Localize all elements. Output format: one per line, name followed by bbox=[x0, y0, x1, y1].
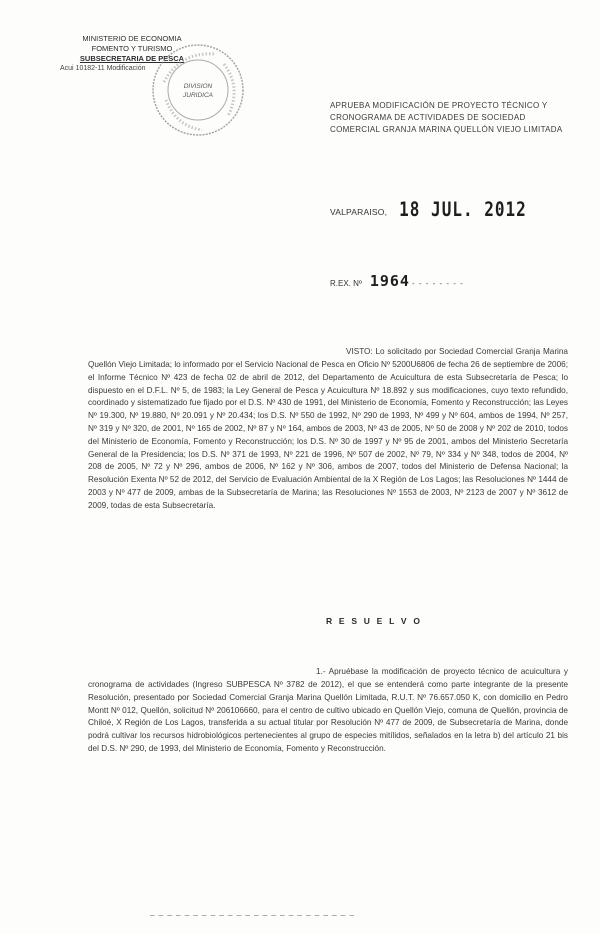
date-line bbox=[330, 200, 527, 219]
resuelvo-heading: R E S U E L V O bbox=[326, 616, 423, 626]
reference-code: Acui 10182-11 Modificación bbox=[60, 65, 146, 72]
place-label: VALPARAISO, bbox=[330, 207, 388, 217]
resolution-number-line bbox=[330, 272, 464, 290]
rex-label: R.EX. Nº bbox=[330, 279, 362, 288]
seal-text-line-2: JURIDICA bbox=[183, 92, 213, 99]
rex-dashes: - - - - - - - - bbox=[411, 279, 464, 288]
ministry-line-1: MINISTERIO DE ECONOMIA bbox=[82, 34, 182, 43]
date-stamp: 18 JUL. 2012 bbox=[399, 198, 527, 221]
resolution-item-1: 1.- Apruébase la modificación de proyecto técnico de acuicultura y cronograma de actividades (Ingreso SUBPESCA Nº 3782 de 2012), el que se entenderá como parte integrante de la presente Resolución, presentado por Sociedad Comercial Granja Marina Quellón Limitada, R.U.T. Nº 76.657.050 K, con domicilio en Pedro Montt Nº 012, Quellón, solicitud Nº 206106660, para el centro de cultivo ubicado en Quellón Viejo, comuna de Quellón, provincia de Chiloé, X Región de Los Lagos, transferida a su actual titular por Resolución Nº 477 de 2009, de Subsecretaría de Marina, donde podrá cultivar los recursos hidrobiológicos pertenecientes al grupo de especies mitílidos, señalados en la letra b) del artículo 21 bis del D.S. Nº 290, de 1993, del Ministerio de Economía, Fomento y Reconstrucción. bbox=[88, 667, 568, 753]
rex-number: 1964 bbox=[369, 272, 410, 290]
seal-text-line-1: DIVISION bbox=[183, 83, 213, 90]
visto-paragraph: VISTO: Lo solicitado por Sociedad Comercial Granja Marina Quellón Viejo Limitada; lo informado por el Servicio Nacional de Pesca en Oficio Nº 5200U6806 de fecha 26 de septiembre de 2006; el Informe Técnico Nº 423 de fecha 02 de abril de 2012, del Departamento de Acuicultura de esta Subsecretaría de Pesca; lo dispuesto en el D.F.L. Nº 5, de 1983; la Ley General de Pesca y Acuicultura Nº 18.892 y sus modificaciones, cuyo texto refundido, coordinado y sistematizado fue fijado por el D.S. Nº 430 de 1991, del Ministerio de Economía, Fomento y Reconstrucción; las Leyes Nº 19.300, Nº 19.880, Nº 20.091 y Nº 20.434; los D.S. Nº 550 de 1992, Nº 290 de 1993, Nº 499 y Nº 604, ambos de 1994, Nº 257, Nº 319 y Nº 320, de 2001, Nº 165 de 2002, Nº 87 y Nº 164, ambos de 2003, Nº 43 de 2005, Nº 50 de 2008 y Nº 202 de 2010, todos del Ministerio de Economía, Fomento y Reconstrucción; los D.S. Nº 30 de 1997 y Nº 95 de 2001, ambos del Ministerio Secretaría General de la Presidencia; los D.S. Nº 371 de 1993, Nº 221 de 1996, Nº 507 de 2002, Nº 79, Nº 334 y Nº 348, todos de 2004, Nº 208 de 2005, Nº 72 y Nº 296, ambos de 2006, Nº 162 y Nº 306, ambos de 2007, todos del Ministerio de Defensa Nacional; la Resolución Exenta Nº 52 de 2012, del Servicio de Evaluación Ambiental de la X Región de Los Lagos; las Resoluciones Nº 1444 de 2003 y Nº 477 de 2009, ambas de la Subsecretaría de Marina; las Resoluciones Nº 1553 de 2003, Nº 2123 de 2007 y Nº 3612 de 2009, todas de esta Subsecretaría. bbox=[88, 347, 568, 510]
footer-dash-marks: _ _ _ _ _ _ _ _ _ _ _ _ _ _ _ _ _ _ _ _ _ _ _ _ bbox=[150, 907, 355, 916]
ministry-line-2: FOMENTO Y TURISMO bbox=[91, 44, 173, 53]
subsecretaria-line: SUBSECRETARIA DE PESCA bbox=[79, 54, 185, 63]
document-title: APRUEBA MODIFICACIÓN DE PROYECTO TÉCNICO Y CRONOGRAMA DE ACTIVIDADES DE SOCIEDAD COMERCIAL GRANJA MARINA QUELLÓN VIEJO LIMITADA bbox=[330, 101, 563, 134]
division-juridica-seal-stamp bbox=[150, 42, 246, 138]
